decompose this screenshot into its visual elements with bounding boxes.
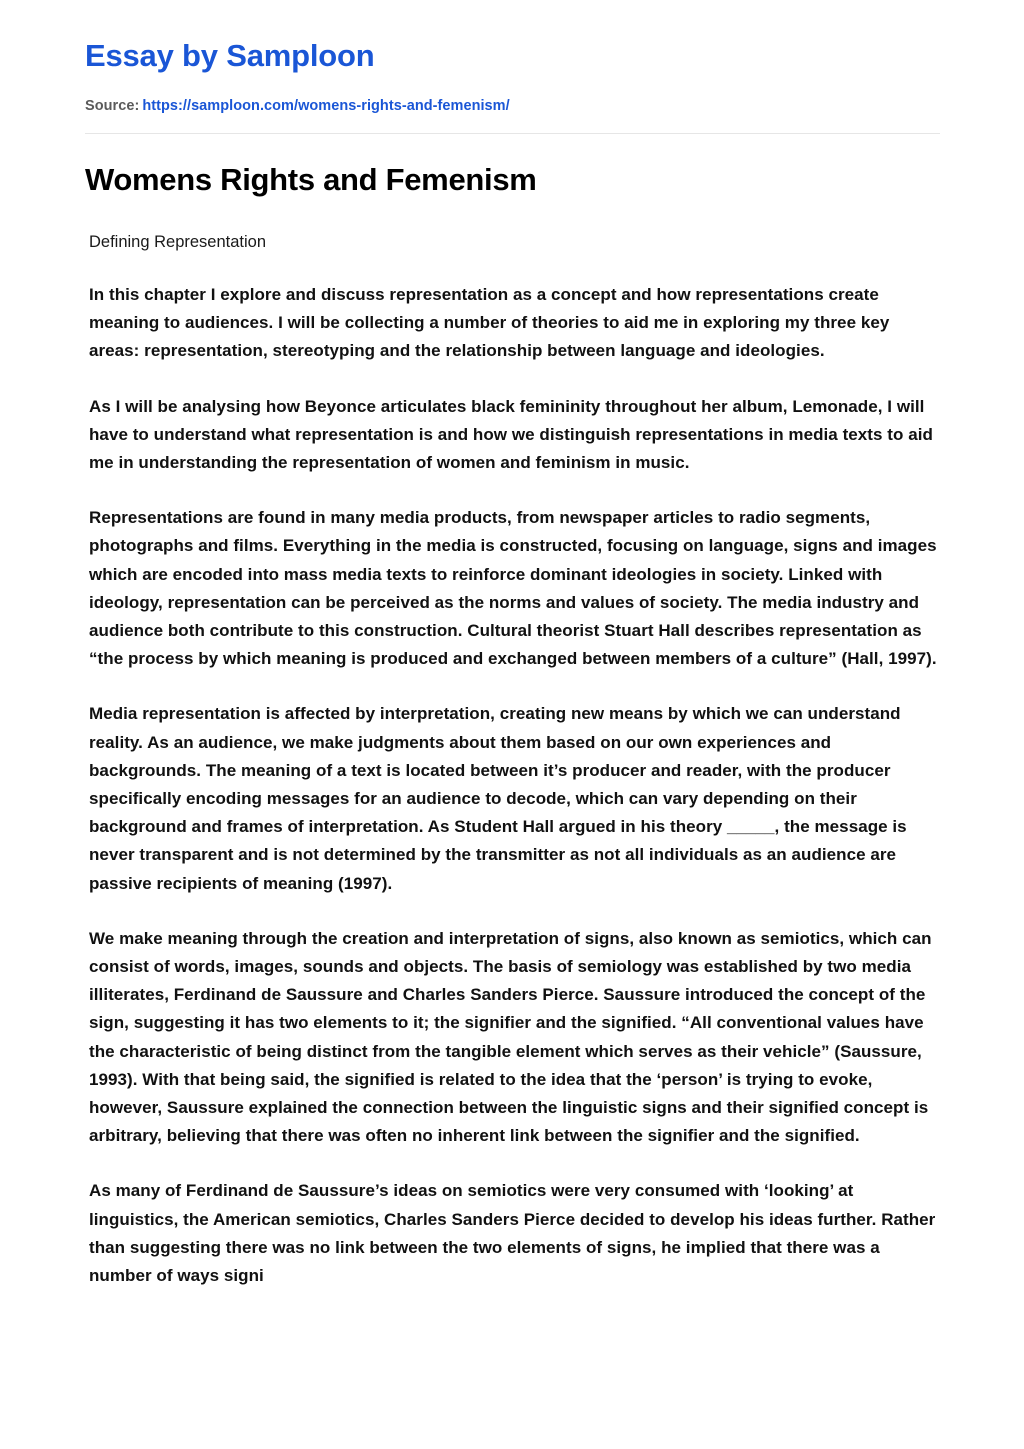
source-label: Source: <box>85 97 140 114</box>
page-title: Womens Rights and Femenism <box>85 161 537 197</box>
source-line <box>85 98 940 114</box>
paragraph: Media representation is affected by interpretation, creating new means by which we can understand reality. As an audience, we make judgments about them based on our own experiences and backgrounds. The meaning of a text is located between it’s producer and reader, with the producer specifically encoding messages for an audience to decode, which can vary depending on their background and frames of interpretation. As Student Hall argued in his theory _____, the message is never transparent and is not determined by the transmitter as not all individuals as an audience are passive recipients of meaning (1997). <box>89 704 907 893</box>
section-subheading: Defining Representation <box>89 232 267 251</box>
source-url-link[interactable]: https://samploon.com/womens-rights-and-femenism/ <box>142 97 510 114</box>
header-divider <box>85 133 940 134</box>
paragraph: Representations are found in many media products, from newspaper articles to radio segments, photographs and films. Everything in the media is constructed, focusing on language, signs and images which are encoded into mass media texts to reinforce dominant ideologies in society. Linked with ideology, representation can be perceived as the norms and values of society. The media industry and audience both contribute to this construction. Cultural theorist Stuart Hall describes representation as “the process by which meaning is produced and exchanged between members of a culture” (Hall, 1997). <box>89 508 937 669</box>
paragraph: We make meaning through the creation and interpretation of signs, also known as semiotics, which can consist of words, images, sounds and objects. The basis of semiology was established by two media illiterates, Ferdinand de Saussure and Charles Sanders Pierce. Saussure introduced the concept of the sign, suggesting it has two elements to it; the signifier and the signified. “All conventional values have the characteristic of being distinct from the tangible element which serves as their vehicle” (Saussure, 1993). With that being said, the signified is related to the idea that the ‘person’ is trying to evoke, however, Saussure explained the connection between the linguistic signs and their signified concept is arbitrary, believing that there was often no inherent link between the signifier and the signified. <box>89 928 932 1146</box>
site-brand-heading: Essay by Samploon <box>85 38 375 73</box>
paragraph: As I will be analysing how Beyonce articulates black femininity throughout her album, Lemonade, I will have to understand what representation is and how we distinguish representations in media texts to aid me in understanding the representation of women and feminism in music. <box>89 396 933 472</box>
paragraph: As many of Ferdinand de Saussure’s ideas on semiotics were very consumed with ‘looking’ at linguistics, the American semiotics, Charles Sanders Pierce decided to develop his ideas further. Rather than suggesting there was no link between the two elements of signs, he implied that there was a number of ways signi <box>89 1181 936 1286</box>
paragraph: In this chapter I explore and discuss representation as a concept and how representations create meaning to audiences. I will be collecting a number of theories to aid me in exploring my three key areas: representation, stereotyping and the relationship between language and ideologies. <box>89 284 890 361</box>
article-body <box>89 281 940 1290</box>
